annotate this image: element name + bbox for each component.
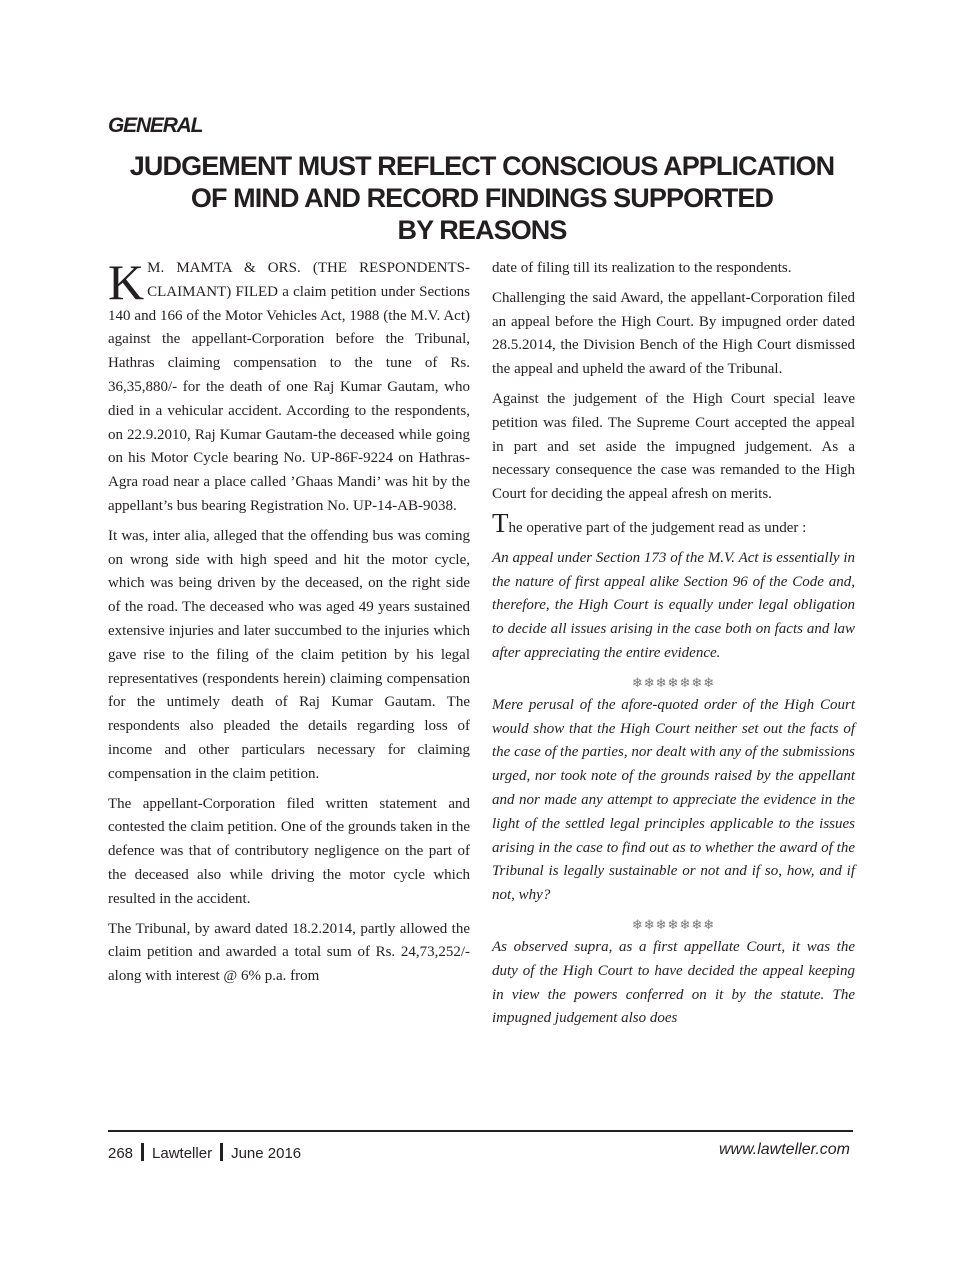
paragraph-text: M. MAMTA & ORS. (THE RESPONDENTS-CLAIMANT) FILED a claim petition under Sections 140 and 166 of the Motor Vehicles Act, 1988 (the M.V. Act) against the appellant-Corporation before the Tribunal, Hathras claiming compensation to the tune of Rs. 36,35,880/- for the death of one Raj Kumar Gautam, who died in a vehicular accident. According to the respondents, on 22.9.2010, Raj Kumar Gautam-the deceased while going on his Motor Cycle bearing No. UP-86F-9224 on Hathras-Agra road near a place called ’Ghaas Mandi’ was hit by the appellant’s bus bearing Registration No. UP-14-AB-9038. <box>108 260 470 514</box>
paragraph: It was, inter alia, alleged that the offending bus was coming on wrong side with high speed and hit the motor cycle, which was being driven by the deceased, on the right side of the road. The deceased who was aged 49 years sustained extensive injuries and later succumbed to the injuries which gave rise to the filing of the claim petition by his legal representatives (respondents herein) claiming compensation for the untimely death of Raj Kumar Gautam. The respondents also pleaded the details regarding loss of income and other particulars necessary for claiming compensation in the claim petition. <box>108 527 470 782</box>
footer <box>108 1143 301 1162</box>
paragraph-text: he operative part of the judgement read as under : <box>508 519 807 536</box>
right-column <box>492 257 855 1037</box>
article-title <box>100 150 864 246</box>
title-line: JUDGEMENT MUST REFLECT CONSCIOUS APPLICATION <box>129 151 835 181</box>
title-line: OF MIND AND RECORD FINDINGS SUPPORTED <box>190 183 774 213</box>
website-url: www.lawteller.com <box>719 1141 850 1158</box>
paragraph: Against the judgement of the High Court special leave petition was filed. The Supreme Court accepted the appeal in part and set aside the impugned judgement. As a necessary consequence the case was remanded to the High Court for deciding the appeal afresh on merits. <box>492 390 855 503</box>
footer-separator <box>220 1143 223 1161</box>
drop-cap: T <box>492 507 509 538</box>
drop-cap: K <box>108 254 145 310</box>
footer-divider <box>108 1130 853 1132</box>
quote-paragraph: As observed supra, as a first appellate Court, it was the duty of the High Court to have decided the appeal keeping in view the powers conferred on it by the statute. The impugned judgement also does <box>492 938 855 1027</box>
footer-separator <box>141 1143 144 1161</box>
separator-icon: ❄❄❄❄❄❄❄ <box>631 674 716 690</box>
paragraph <box>492 507 855 541</box>
title-line: BY REASONS <box>397 215 567 245</box>
paragraph: date of filing till its realization to the respondents. <box>492 260 792 276</box>
paragraph: Challenging the said Award, the appellant-Corporation filed an appeal before the High Court. By impugned order dated 28.5.2014, the Division Bench of the High Court dismissed the appeal and upheld the award of the Tribunal. <box>492 289 855 378</box>
paragraph: The appellant-Corporation filed written statement and contested the claim petition. One of the grounds taken in the defence was that of contributory negligence on the part of the deceased also while driving the motor cycle which resulted in the accident. <box>108 795 470 907</box>
quote-paragraph: An appeal under Section 173 of the M.V. Act is essentially in the nature of first appeal alike Section 96 of the Code and, therefore, the High Court is equally under legal obligation to decide all issues arising in the case both on facts and law after appreciating the entire evidence. <box>492 549 855 661</box>
paragraph: The Tribunal, by award dated 18.2.2014, partly allowed the claim petition and awarded a total sum of Rs. 24,73,252/- along with interest @ 6% p.a. from <box>108 920 470 985</box>
separator-icon: ❄❄❄❄❄❄❄ <box>631 916 716 932</box>
page-number: 268 <box>108 1145 134 1162</box>
issue-date: June 2016 <box>231 1145 302 1162</box>
left-column <box>108 254 470 995</box>
quote-paragraph: Mere perusal of the afore-quoted order of the High Court would show that the High Court neither set out the facts of the case of the parties, nor dealt with any of the submissions urged, nor took note of the grounds raised by the appellant and nor made any attempt to appreciate the evidence in the light of the settled legal principles applicable to the issues arising in the case to find out as to whether the award of the Tribunal is legally sustainable or not and if so, how, and if not, why? <box>492 696 855 904</box>
paragraph <box>108 254 470 519</box>
section-label: GENERAL <box>108 114 203 137</box>
publication-name: Lawteller <box>152 1145 213 1162</box>
